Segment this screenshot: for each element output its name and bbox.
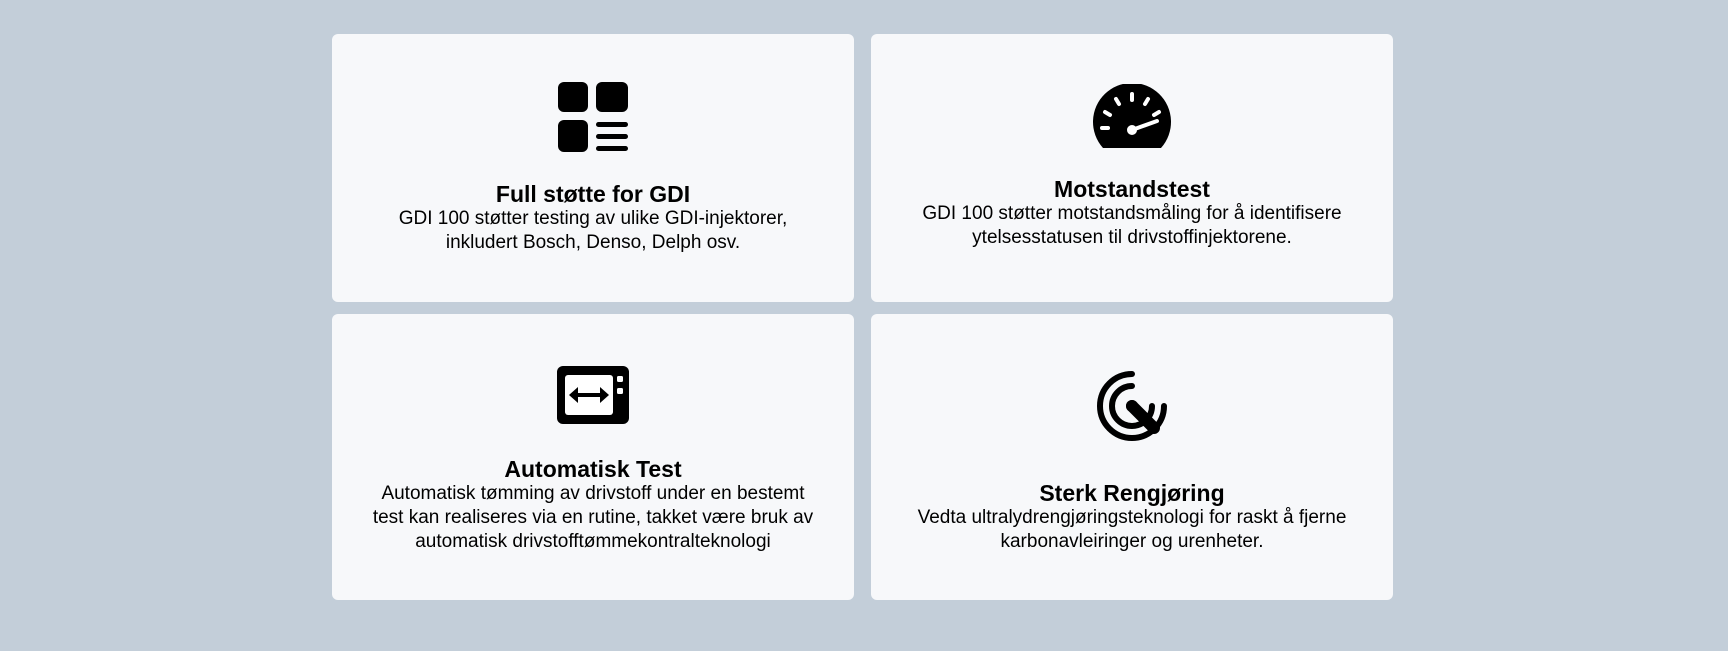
feature-card-strong-cleaning bbox=[871, 314, 1393, 600]
feature-card-automatic-test bbox=[332, 314, 854, 600]
feature-title: Full støtte for GDI bbox=[495, 181, 691, 207]
feature-title: Sterk Rengjøring bbox=[1039, 480, 1225, 506]
feature-card-resistance-test bbox=[871, 34, 1393, 302]
feature-title: Automatisk Test bbox=[504, 456, 682, 482]
feature-description: GDI 100 støtter motstandsmåling for å identifisere ytelsesstatusen til drivstoffinjektorene. bbox=[922, 203, 1342, 248]
feature-card-gdi-support bbox=[332, 34, 854, 302]
touch-target-icon bbox=[1096, 370, 1168, 442]
feature-description: Automatisk tømming av drivstoff under en bestemt test kan realiseres via en rutine, takket være bruk av automatisk drivstofftømmekontralteknologi bbox=[372, 483, 814, 552]
speedometer-icon bbox=[1093, 84, 1171, 148]
dashboard-grid-icon bbox=[558, 82, 628, 152]
feature-description: GDI 100 støtter testing av ulike GDI-injektorer, inkludert Bosch, Denso, Delph osv. bbox=[398, 208, 788, 253]
feature-description: Vedta ultralydrengjøringsteknologi for raskt å fjerne karbonavleiringer og urenheter. bbox=[917, 507, 1347, 552]
feature-grid bbox=[332, 34, 1393, 600]
device-arrows-icon bbox=[557, 366, 629, 424]
feature-title: Motstandstest bbox=[1054, 176, 1210, 202]
